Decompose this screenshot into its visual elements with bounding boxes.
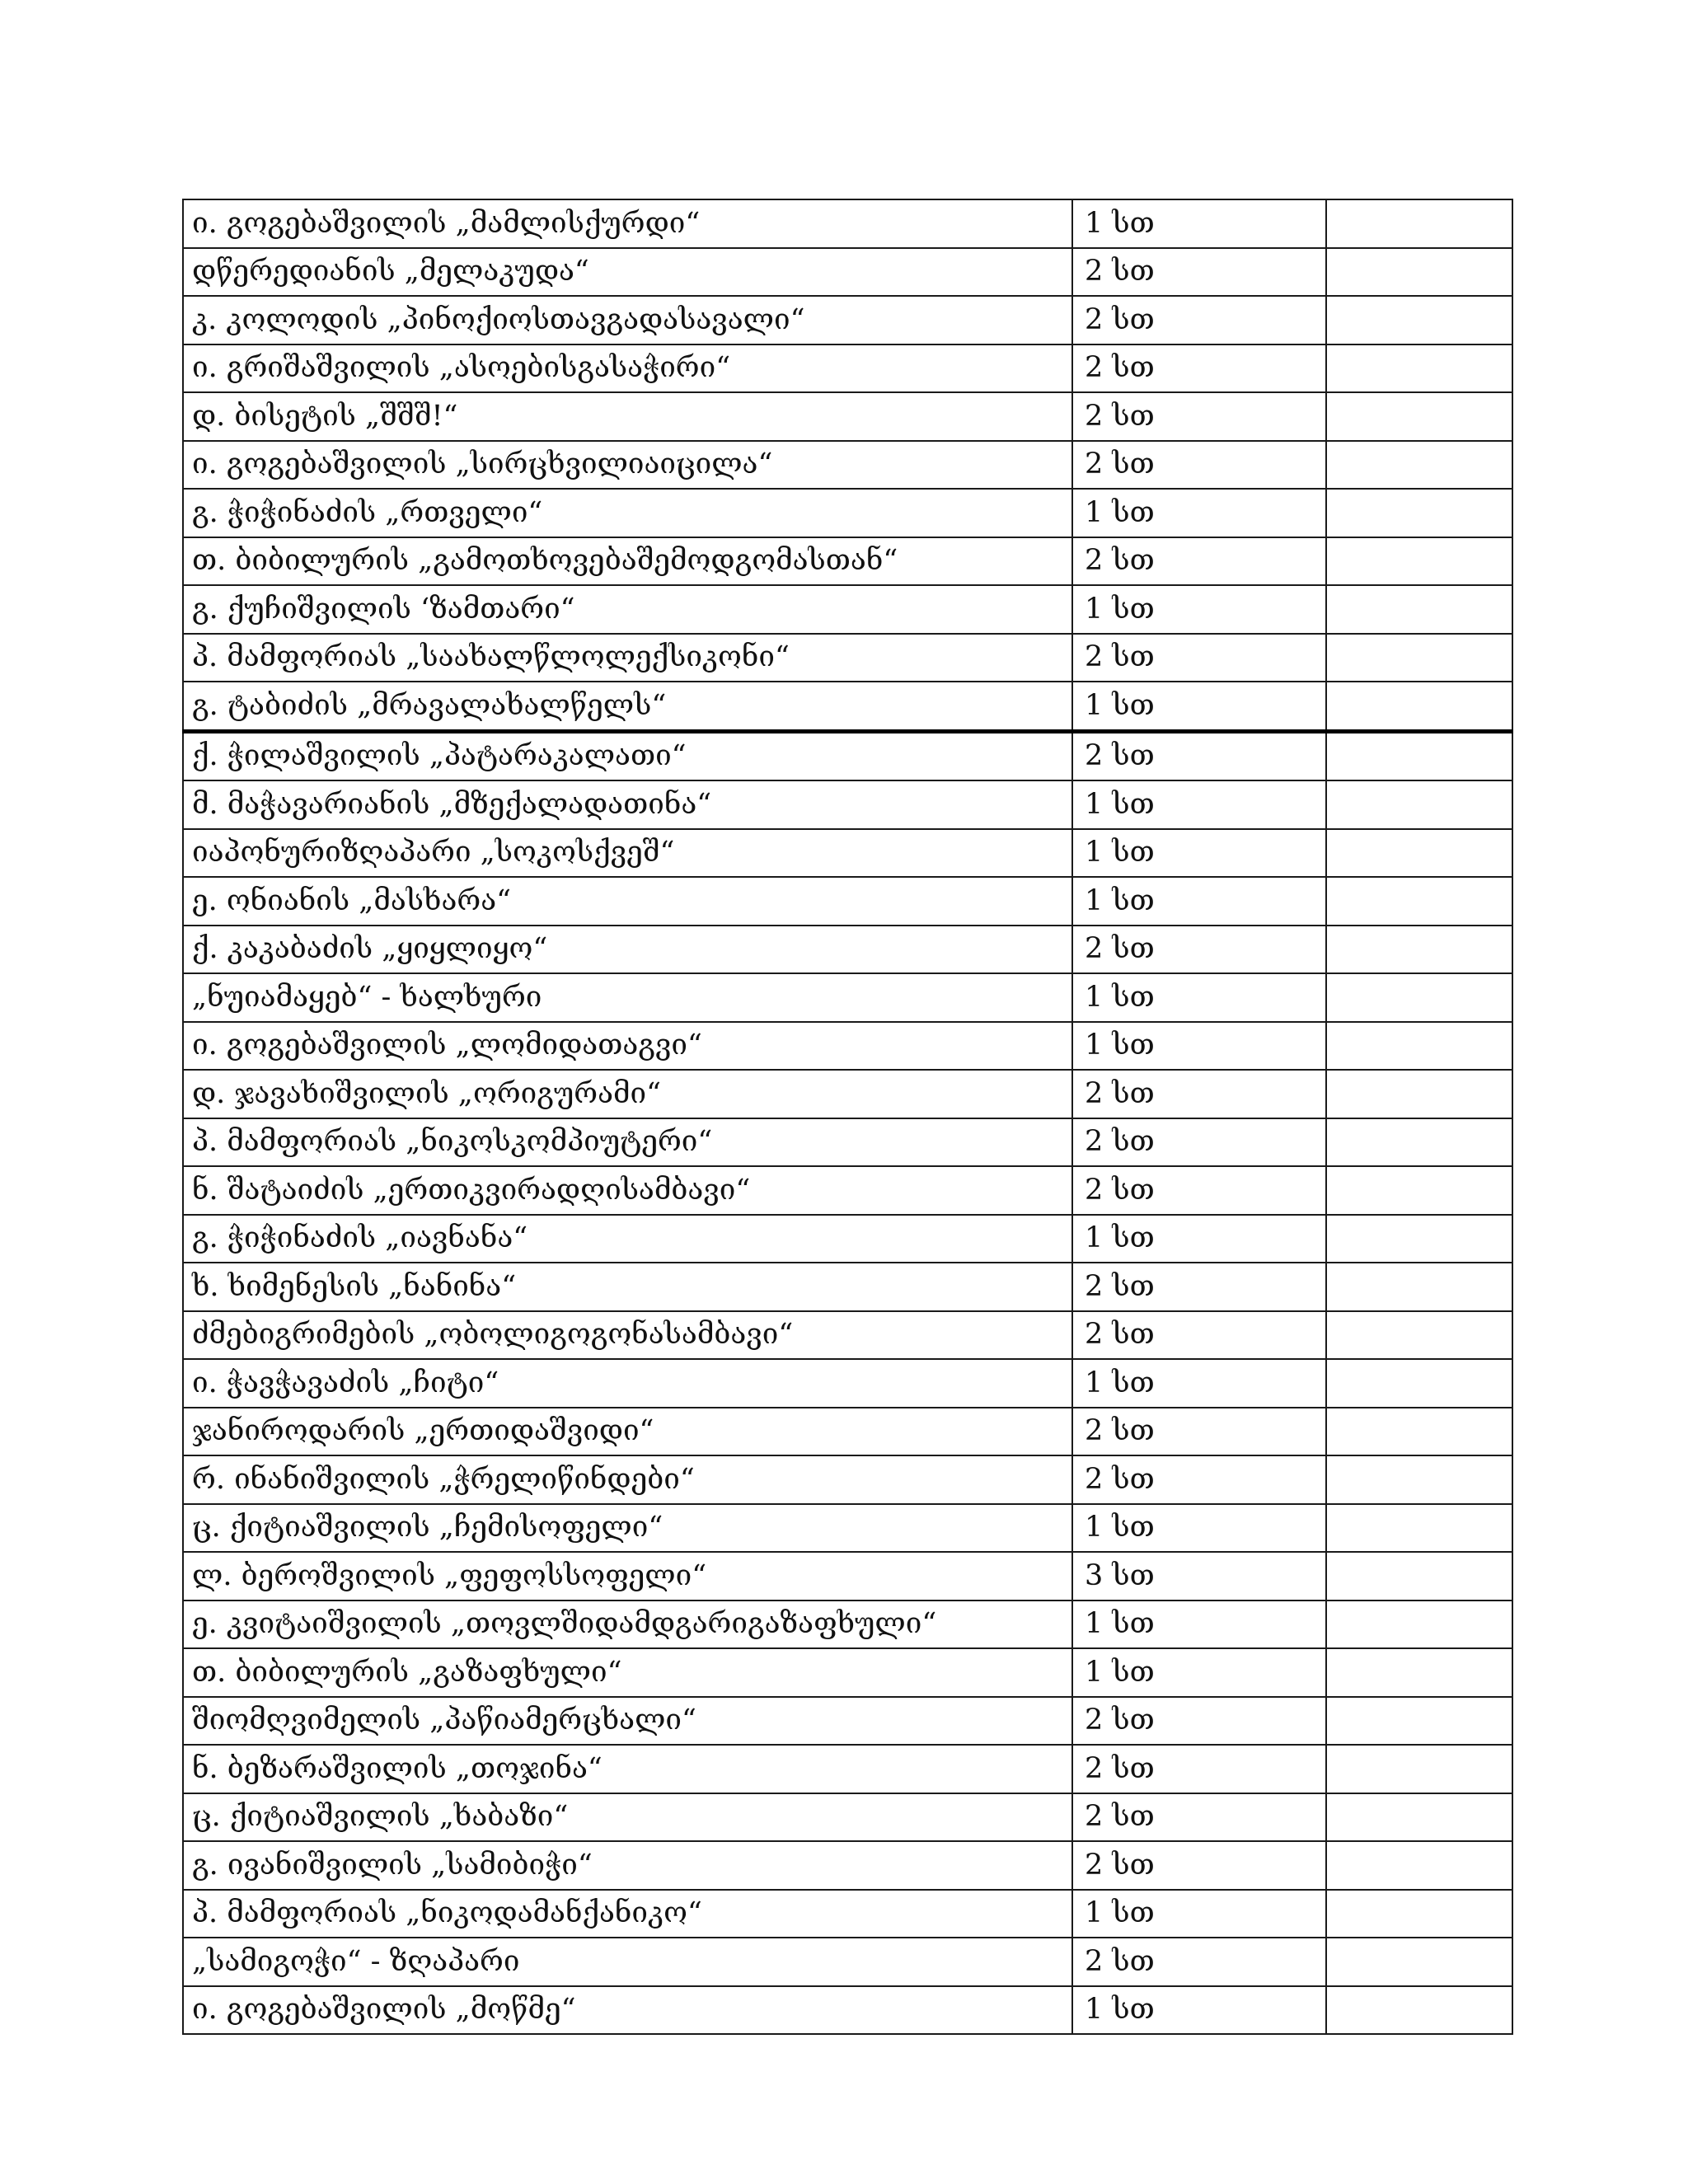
hours-cell: 1 სთ	[1072, 1601, 1326, 1649]
empty-cell	[1326, 1022, 1512, 1071]
table-row	[183, 296, 1512, 344]
empty-cell	[1326, 973, 1512, 1022]
hours-cell: 1 სთ	[1072, 1648, 1326, 1697]
book-title-cell: „სამიგოჭი“ - ზღაპარი	[183, 1938, 1072, 1986]
hours-cell: 1 სთ	[1072, 877, 1326, 926]
hours-cell: 2 სთ	[1072, 537, 1326, 586]
hours-cell: 1 სთ	[1072, 199, 1326, 248]
book-title-cell: პ. მამფორიას „საახალწლოლექსიკონი“	[183, 634, 1072, 682]
hours-cell: 2 სთ	[1072, 1408, 1326, 1456]
table-row	[183, 585, 1512, 634]
empty-cell	[1326, 926, 1512, 974]
table-row	[183, 877, 1512, 926]
table-row	[183, 441, 1512, 490]
empty-cell	[1326, 248, 1512, 297]
book-title-cell: გ. ტაბიძის „მრავალახალწელს“	[183, 682, 1072, 731]
hours-cell: 2 სთ	[1072, 1118, 1326, 1167]
table-row	[183, 537, 1512, 586]
book-title-cell: ი. გოგებაშვილის „სირცხვილიაიცილა“	[183, 441, 1072, 490]
table-row	[183, 926, 1512, 974]
hours-cell: 1 სთ	[1072, 585, 1326, 634]
hours-cell: 2 სთ	[1072, 1938, 1326, 1986]
hours-cell: 2 სთ	[1072, 1070, 1326, 1118]
table-row	[183, 780, 1512, 829]
empty-cell	[1326, 1841, 1512, 1890]
hours-cell: 1 სთ	[1072, 1022, 1326, 1071]
hours-cell: 2 სთ	[1072, 441, 1326, 490]
book-title-cell: ქ. ჭილაშვილის „პატარაკალათი“	[183, 731, 1072, 780]
book-title-cell: ი. ჭავჭავაძის „ჩიტი“	[183, 1359, 1072, 1408]
table-row	[183, 1938, 1512, 1986]
hours-cell: 1 სთ	[1072, 780, 1326, 829]
table-row	[183, 489, 1512, 537]
table-row	[183, 1697, 1512, 1746]
hours-cell: 2 სთ	[1072, 392, 1326, 441]
table-row	[183, 829, 1512, 878]
empty-cell	[1326, 441, 1512, 490]
book-title-cell: გ. ჭიჭინაძის „იავნანა“	[183, 1215, 1072, 1263]
hours-cell: 2 სთ	[1072, 926, 1326, 974]
hours-cell: 2 სთ	[1072, 344, 1326, 393]
hours-cell: 2 სთ	[1072, 1841, 1326, 1890]
table-row	[183, 1504, 1512, 1553]
table-row	[183, 731, 1512, 780]
empty-cell	[1326, 1118, 1512, 1167]
book-title-cell: თ. ბიბილურის „გამოთხოვებაშემოდგომასთან“	[183, 537, 1072, 586]
book-title-cell: ნ. ბეზარაშვილის „თოჯინა“	[183, 1745, 1072, 1793]
table-row	[183, 1263, 1512, 1311]
empty-cell	[1326, 682, 1512, 731]
hours-cell: 1 სთ	[1072, 1215, 1326, 1263]
book-title-cell: ჯანიროდარის „ერთიდაშვიდი“	[183, 1408, 1072, 1456]
table-row	[183, 1793, 1512, 1842]
book-title-cell: ქ. კაკაბაძის „ყიყლიყო“	[183, 926, 1072, 974]
empty-cell	[1326, 1986, 1512, 2035]
empty-cell	[1326, 1070, 1512, 1118]
empty-cell	[1326, 1648, 1512, 1697]
empty-cell	[1326, 877, 1512, 926]
book-title-cell: ი. გოგებაშვილის „მოწმე“	[183, 1986, 1072, 2035]
hours-cell: 2 სთ	[1072, 731, 1326, 780]
book-title-cell: დ. ჯავახიშვილის „ორიგურამი“	[183, 1070, 1072, 1118]
table-row	[183, 1070, 1512, 1118]
hours-cell: 2 სთ	[1072, 248, 1326, 297]
book-title-cell: პ. მამფორიას „ნიკოსკომპიუტერი“	[183, 1118, 1072, 1167]
table-row	[183, 1890, 1512, 1938]
table-row	[183, 1118, 1512, 1167]
table-row	[183, 1745, 1512, 1793]
book-title-cell: ი. გოგებაშვილის „ლომიდათაგვი“	[183, 1022, 1072, 1071]
table-row	[183, 1648, 1512, 1697]
empty-cell	[1326, 731, 1512, 780]
table-row	[183, 1408, 1512, 1456]
empty-cell	[1326, 344, 1512, 393]
empty-cell	[1326, 634, 1512, 682]
table-row	[183, 344, 1512, 393]
reading-list-table	[182, 199, 1513, 2035]
hours-cell: 2 სთ	[1072, 1745, 1326, 1793]
book-title-cell: დწერედიანის „მელაკუდა“	[183, 248, 1072, 297]
book-title-cell: ხ. ხიმენესის „ნანინა“	[183, 1263, 1072, 1311]
book-title-cell: მ. მაჭავარიანის „მზექალადათინა“	[183, 780, 1072, 829]
empty-cell	[1326, 1938, 1512, 1986]
table-row	[183, 1359, 1512, 1408]
hours-cell: 2 სთ	[1072, 1793, 1326, 1842]
table-row	[183, 392, 1512, 441]
hours-cell: 2 სთ	[1072, 1697, 1326, 1746]
book-title-cell: ე. კვიტაიშვილის „თოვლშიდამდგარიგაზაფხული“	[183, 1601, 1072, 1649]
book-title-cell: გ. ივანიშვილის „სამიბიჭი“	[183, 1841, 1072, 1890]
book-title-cell: ე. ონიანის „მასხარა“	[183, 877, 1072, 926]
book-title-cell: ი. გოგებაშვილის „მამლისქურდი“	[183, 199, 1072, 248]
empty-cell	[1326, 1745, 1512, 1793]
empty-cell	[1326, 1408, 1512, 1456]
table-row	[183, 1986, 1512, 2035]
hours-cell: 1 სთ	[1072, 829, 1326, 878]
book-title-cell: ც. ქიტიაშვილის „ხაბაზი“	[183, 1793, 1072, 1842]
table-row	[183, 682, 1512, 731]
empty-cell	[1326, 1263, 1512, 1311]
hours-cell: 2 სთ	[1072, 296, 1326, 344]
empty-cell	[1326, 1455, 1512, 1504]
book-title-cell: თ. ბიბილურის „გაზაფხული“	[183, 1648, 1072, 1697]
empty-cell	[1326, 829, 1512, 878]
hours-cell: 3 სთ	[1072, 1552, 1326, 1601]
table-row	[183, 248, 1512, 297]
book-title-cell: იაპონურიზღაპარი „სოკოსქვეშ“	[183, 829, 1072, 878]
empty-cell	[1326, 199, 1512, 248]
table-body	[183, 199, 1512, 2034]
book-title-cell: კ. კოლოდის „პინოქიოსთავგადასავალი“	[183, 296, 1072, 344]
hours-cell: 2 სთ	[1072, 634, 1326, 682]
hours-cell: 1 სთ	[1072, 1504, 1326, 1553]
table-row	[183, 634, 1512, 682]
table-row	[183, 1552, 1512, 1601]
empty-cell	[1326, 1601, 1512, 1649]
table-row	[183, 1311, 1512, 1360]
table-row	[183, 1601, 1512, 1649]
table-row	[183, 199, 1512, 248]
hours-cell: 1 სთ	[1072, 973, 1326, 1022]
empty-cell	[1326, 392, 1512, 441]
table-row	[183, 1022, 1512, 1071]
book-title-cell: ძმებიგრიმების „ობოლიგოგონასამბავი“	[183, 1311, 1072, 1360]
book-title-cell: ც. ქიტიაშვილის „ჩემისოფელი“	[183, 1504, 1072, 1553]
empty-cell	[1326, 1552, 1512, 1601]
book-title-cell: შიომღვიმელის „პაწიამერცხალი“	[183, 1697, 1072, 1746]
hours-cell: 1 სთ	[1072, 1359, 1326, 1408]
empty-cell	[1326, 1359, 1512, 1408]
empty-cell	[1326, 1504, 1512, 1553]
empty-cell	[1326, 1166, 1512, 1215]
hours-cell: 1 სთ	[1072, 682, 1326, 731]
book-title-cell: დ. ბისეტის „შშშ!“	[183, 392, 1072, 441]
table-row	[183, 1215, 1512, 1263]
empty-cell	[1326, 1793, 1512, 1842]
book-title-cell: გ. ქუჩიშვილის ‘ზამთარი“	[183, 585, 1072, 634]
table-row	[183, 1841, 1512, 1890]
empty-cell	[1326, 489, 1512, 537]
hours-cell: 1 სთ	[1072, 489, 1326, 537]
table-row	[183, 1166, 1512, 1215]
empty-cell	[1326, 1215, 1512, 1263]
book-title-cell: რ. ინანიშვილის „ჭრელიწინდები“	[183, 1455, 1072, 1504]
hours-cell: 1 სთ	[1072, 1890, 1326, 1938]
empty-cell	[1326, 585, 1512, 634]
empty-cell	[1326, 780, 1512, 829]
book-title-cell: ნ. შატაიძის „ერთიკვირადღისამბავი“	[183, 1166, 1072, 1215]
empty-cell	[1326, 296, 1512, 344]
empty-cell	[1326, 1311, 1512, 1360]
book-title-cell: ი. გრიშაშვილის „ასოებისგასაჭირი“	[183, 344, 1072, 393]
book-title-cell: გ. ჭიჭინაძის „რთველი“	[183, 489, 1072, 537]
table-row	[183, 1455, 1512, 1504]
hours-cell: 2 სთ	[1072, 1311, 1326, 1360]
hours-cell: 2 სთ	[1072, 1166, 1326, 1215]
book-title-cell: პ. მამფორიას „ნიკოდამანქანიკო“	[183, 1890, 1072, 1938]
table-row	[183, 973, 1512, 1022]
hours-cell: 2 სთ	[1072, 1455, 1326, 1504]
empty-cell	[1326, 1697, 1512, 1746]
empty-cell	[1326, 537, 1512, 586]
hours-cell: 1 სთ	[1072, 1986, 1326, 2035]
book-title-cell: „ნუიამაყებ“ - ხალხური	[183, 973, 1072, 1022]
book-title-cell: ლ. ბეროშვილის „ფეფოსსოფელი“	[183, 1552, 1072, 1601]
hours-cell: 2 სთ	[1072, 1263, 1326, 1311]
empty-cell	[1326, 1890, 1512, 1938]
